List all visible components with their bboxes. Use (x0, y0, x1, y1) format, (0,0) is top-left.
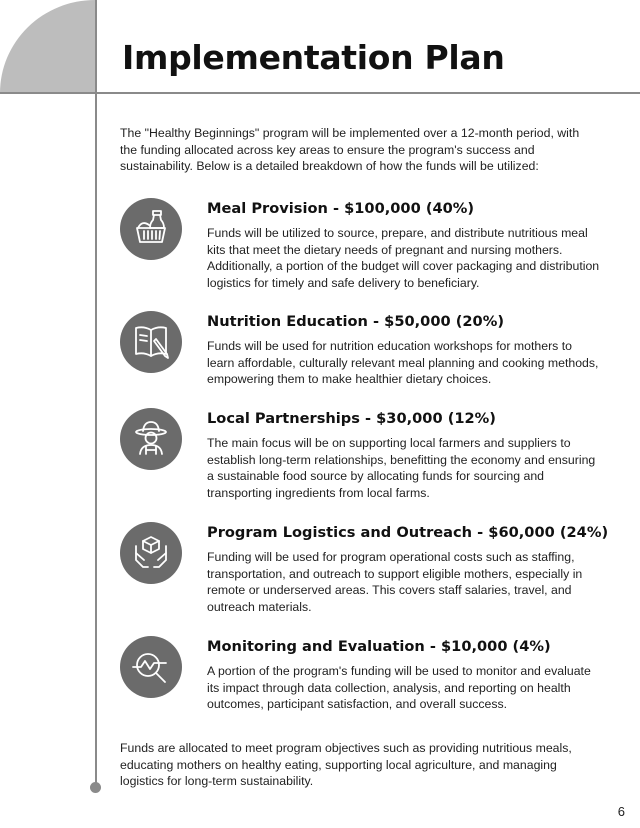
vertical-rule-end-dot (90, 782, 101, 793)
closing-paragraph: Funds are allocated to meet program objectives such as providing nutritious meals, educating mothers on healthy eating, supporting local agriculture, and managing logistics for long-term sustainability. (120, 741, 572, 788)
farmer-icon (120, 408, 182, 470)
page-number: 6 (617, 804, 625, 819)
section-body: Funds will be used for nutrition education workshops for mothers to learn affordable, culturally relevant meal planning and cooking methods, empowering them to make healthier dietary choices. (207, 339, 599, 386)
section-title: Monitoring and Evaluation - $10,000 (4%) (207, 638, 551, 655)
section-body: The main focus will be on supporting local farmers and suppliers to establish long-term relationships, benefitting the economy and ensuring a sustainable food source by allocating funds for sourcing and transporting ingredients from local farms. (207, 436, 596, 500)
magnifier-chart-icon (120, 636, 182, 698)
section-body: A portion of the program's funding will be used to monitor and evaluate its impact through data collection, analysis, and reporting on health outcomes, participant satisfaction, and overall success. (207, 664, 591, 711)
hands-box-icon (120, 522, 182, 584)
page-title: Implementation Plan (122, 38, 505, 77)
section-body: Funding will be used for program operational costs such as staffing, transportation, and outreach to support eligible mothers, especially in remote or underserved areas. This covers staff salaries, travel, and outreach materials. (207, 550, 583, 614)
section-title: Local Partnerships - $30,000 (12%) (207, 410, 496, 427)
vertical-rule (95, 0, 97, 788)
intro-paragraph: The "Healthy Beginnings" program will be implemented over a 12-month period, with the funding allocated across key areas to ensure the program's success and sustainability. Below is a detailed breakdown of how the funds will be utilized: (120, 126, 580, 173)
section-title: Meal Provision - $100,000 (40%) (207, 200, 475, 217)
section-title: Nutrition Education - $50,000 (20%) (207, 313, 504, 330)
food-basket-icon (120, 198, 182, 260)
section-body: Funds will be utilized to source, prepare, and distribute nutritious meal kits that meet the dietary needs of pregnant and nursing mothers. Additionally, a portion of the budget will cover packaging and distribution logistics for timely and safe delivery to beneficiary. (207, 226, 600, 290)
section-title: Program Logistics and Outreach - $60,000 (24%) (207, 524, 609, 541)
book-pencil-icon (120, 311, 182, 373)
decorative-quarter-circle (0, 0, 95, 93)
